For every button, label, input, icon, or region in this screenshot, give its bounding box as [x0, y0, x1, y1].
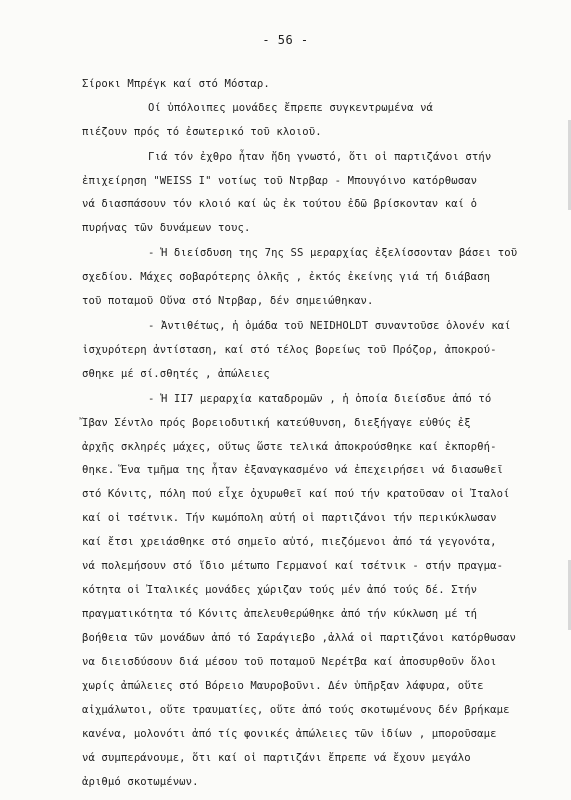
text-line: στό Κόνιτς, πόλη πού εἶχε ὀχυρωθεῖ καί πού τήν κρατοῦσαν οἱ Ἰταλοί — [82, 488, 510, 500]
text-line: καί ἔτσι χρειάσθηκε στό σημεῖο αὐτό, πιεζόμενοι ἀπό τά γεγονότα, — [82, 536, 497, 548]
text-line: - Ἀντιθέτως, ἡ ὁμάδα τοῦ NEIDHOLDT συναντοῦσε ὁλονέν καί — [148, 320, 511, 332]
text-line: σθηκε μέ σί.σθητές , ἀπώλειες — [82, 368, 270, 380]
text-line: καί οἱ τσέτνικ. Τήν κωμόπολη αὐτή οἱ παρτιζάνοι τήν περικύκλωσαν — [82, 512, 497, 524]
text-line: Γιά τόν ἐχθρο ἦταν ἤδη γνωστό, ὅτι οἱ παρτιζάνοι στήν — [148, 151, 492, 163]
page-number: - 56 - — [262, 33, 309, 47]
text-line: Ἴβαν Σέντλο πρός βορειοδυτική κατεύθυνση, διεξήγαγε εὐθύς ἐξ — [82, 417, 471, 429]
text-line: ἀριθμό σκοτωμένων. — [82, 776, 199, 788]
text-line: νά συμπεράνουμε, ὅτι καί οἱ παρτιζάνι ἔπρεπε νά ἔχουν μεγάλο — [82, 752, 471, 764]
text-line: κότητα οἱ Ἰταλικές μονάδες χώριζαν τούς μέν ἀπό τούς δέ. Στήν — [82, 584, 478, 596]
text-line: πραγματικότητα τό Κόνιτς ἀπελευθερώθηκε ἀπό τήν κύκλωση μέ τή — [82, 608, 478, 620]
text-line: ἀρχῆς σκληρές μάχες, οὕτως ὥστε τελικά ἀποκρούσθηκε καί ἐκπορθή- — [82, 441, 497, 453]
text-line: πιέζουν πρός τό ἐσωτερικό τοῦ κλοιοῦ. — [82, 126, 322, 138]
text-line: να διεισδύσουν διά μέσου τοῦ ποταμοῦ Νερέτβα καί ἀποσυρθοῦν ὅλοι — [82, 656, 497, 668]
text-line: σχεδίου. Μάχες σοβαρότερης ὁλκῆς , ἐκτός ἐκείνης γιά τή διάβαση — [82, 271, 491, 283]
text-line: τοῦ ποταμοῦ Οὔνα στό Ντρβαρ, δέν σημειώθηκαν. — [82, 295, 374, 307]
text-line: πυρήνας τῶν δυνάμεων τους. — [82, 222, 251, 234]
text-line: αἰχμάλωτοι, οὔτε τραυματίες, οὔτε ἀπό τούς σκοτωμένους δέν βρήκαμε — [82, 704, 510, 716]
text-line: χωρίς ἀπώλειες στό Βόρειο Μαυροβοῦνι. Δέν ὑπῆρξαν λάφυρα, οὔτε — [82, 680, 484, 692]
text-line: κανένα, μολονότι ἀπό τίς φονικές ἀπώλειες τῶν ἰδίων , μποροῦσαμε — [82, 728, 497, 740]
text-line: θηκε. Ἕνα τμῆμα της ἦταν ἐξαναγκασμένο νά ἐπεχειρήσει νά διασωθεῖ — [82, 464, 504, 476]
text-line: νά πολεμήσουν στό ἴδιο μέτωπο Γερμανοί καί τσέτνικ - στήν πραγμα- — [82, 560, 504, 572]
text-line: ἐπιχείρηση "WEISS I" νοτίως τοῦ Ντρβαρ - Μπουγόινο κατόρθωσαν — [82, 175, 478, 187]
text-line: Σίροκι Μπρέγκ καί στό Μόσταρ. — [82, 78, 270, 90]
text-line: βοήθεια τῶν μονάδων ἀπό τό Σαράγιεβο ,ἀλλά οἱ παρτιζάνοι κατόρθωσαν — [82, 632, 517, 644]
text-line: νά διασπάσουν τόν κλοιό καί ὡς ἐκ τούτου ἐδῶ βρίσκονταν καί ὁ — [82, 198, 478, 210]
text-line: Οί ὑπόλοιπες μονάδες ἔπρεπε συγκεντρωμένα νά — [148, 102, 434, 114]
text-line: - Ἡ ΙΙ7 μεραρχία καταδρομῶν , ἡ ὁποία διείσδυε ἀπό τό — [148, 393, 492, 405]
text-line: ἰσχυρότερη ἀντίσταση, καί στό τέλος βορείως τοῦ Πρόζορ, ἀποκρού- — [82, 344, 497, 356]
text-line: - Ἡ διείσδυση της 7ης SS μεραρχίας ἐξελίσσονταν βάσει τοῦ — [148, 247, 518, 259]
